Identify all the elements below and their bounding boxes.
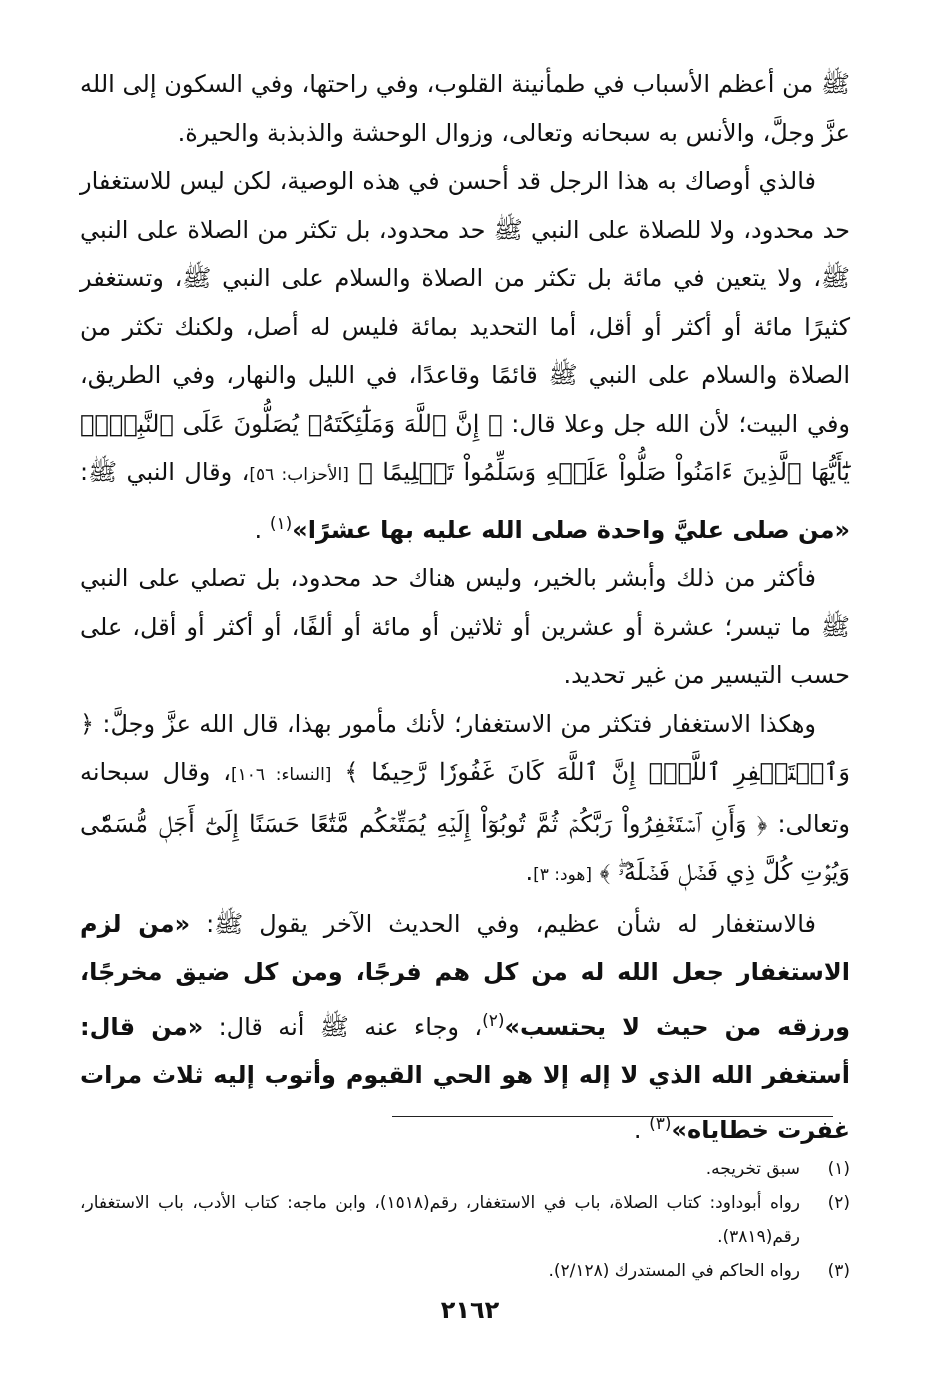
- paragraph-1-text: ﷺ من أعظم الأسباب في طمأنينة القلوب، وفي راحتها، وفي السكون إلى الله عزَّ وجلَّ، والأنس به سبحانه وتعالى، وزوال الوحشة والذبذبة والحيرة.: [80, 70, 850, 147]
- footnote-ref-2: (٢): [482, 1010, 505, 1031]
- footnote-text: رواه الحاكم في المستدرك (٢/١٢٨).: [548, 1261, 800, 1281]
- footnote-1: [80, 1152, 850, 1186]
- quran-verse-hud: ﴿ وَأَنِ ٱسۡتَغۡفِرُواْ رَبَّكُمۡ ثُمَّ تُوبُوٓاْ إِلَيۡهِ يُمَتِّعۡكُم مَّتَٰعًا حَسَنًا إِلَىٰٓ أَجَلٖ مُّسَمّٗى وَيُؤۡتِ كُلَّ ذِي فَضۡلٖ فَضۡلَهُۥۖ ﴾: [80, 809, 850, 886]
- paragraph-2-end: .: [254, 515, 263, 544]
- footnote-number: (٣): [827, 1261, 850, 1281]
- footnotes: [80, 1152, 850, 1288]
- footnote-2: [80, 1186, 850, 1254]
- paragraph-3: [80, 554, 850, 700]
- verse-citation-nisa: [النساء: ١٠٦]: [231, 765, 332, 785]
- hadith-quote-2: «من لزم الاستغفار جعل الله له من كل هم فرجًا، ومن كل ضيق مخرجًا، ورزقه من حيث لا يحتسب»: [80, 909, 850, 1041]
- paragraph-1: [80, 60, 850, 157]
- paragraph-5-end: .: [633, 1115, 642, 1144]
- paragraph-5-text: فالاستغفار له شأن عظيم، وفي الحديث الآخر يقول ﷺ:: [206, 909, 816, 938]
- footnote-number: (١): [827, 1159, 850, 1179]
- footnote-text: سبق تخريجه.: [705, 1159, 800, 1179]
- paragraph-2: [80, 157, 850, 554]
- paragraph-4: [80, 700, 850, 900]
- paragraph-4-end: .: [525, 858, 534, 886]
- footnote-3: [80, 1254, 850, 1288]
- paragraph-2-text: فالذي أوصاك به هذا الرجل قد أحسن في هذه الوصية، لكن ليس للاستغفار حد محدود، ولا للصلاة على النبي ﷺ حد محدود، بل تكثر من الصلاة على النبي ﷺ، ولا يتعين في مائة بل تكثر من الصلاة والسلام على النبي ﷺ، وتستغفر كثيرًا مائة أو أكثر أو أقل، أما التحديد بمائة فليس له أصل، ولكنك تكثر من الصلاة والسلام على النبي ﷺ قائمًا وقاعدًا، في الليل والنهار، وفي الطريق، وفي البيت؛ لأن الله جل وعلا قال:: [80, 167, 851, 438]
- page-number: ٢١٦٢: [440, 1296, 500, 1324]
- quran-verse-nisa: ﴿ وَٱسۡتَغۡفِرِ ٱللَّهَۖ إِنَّ ٱللَّهَ كَانَ غَفُورٗا رَّحِيمٗا ﴾: [80, 709, 850, 786]
- main-text: [80, 60, 850, 1154]
- footnote-ref-1: (١): [269, 513, 293, 534]
- footnote-text: رواه أبوداود: كتاب الصلاة، باب في الاستغفار، رقم(١٥١٨)، وابن ماجه: كتاب الأدب، باب الاستغفار، رقم(٣٨١٩).: [80, 1193, 801, 1247]
- paragraph-4-text-b: ، وقال سبحانه وتعالى:: [80, 758, 850, 838]
- verse-citation-ahzab: [الأحزاب: ٥٦]: [249, 465, 349, 485]
- footnote-number: (٢): [827, 1193, 850, 1213]
- paragraph-2-text-b: ، وقال النبي ﷺ:: [80, 458, 250, 486]
- footnote-ref-3: (٣): [649, 1113, 672, 1134]
- hadith-quote-3: «من قال: أستغفر الله الذي لا إله إلا هو الحي القيوم وأتوب إليه ثلاث مرات غفرت خطاياه»: [80, 1012, 850, 1144]
- paragraph-3-text: فأكثر من ذلك وأبشر بالخير، وليس هناك حد محدود، بل تصلي على النبي ﷺ ما تيسر؛ عشرة أو عشرين أو ثلاثين أو مائة أو ألفًا، أو أكثر أو أقل، على حسب التيسير من غير تحديد.: [80, 564, 850, 689]
- paragraph-5-text-b: ، وجاء عنه ﷺ أنه قال:: [218, 1012, 483, 1041]
- hadith-quote-1: «من صلى عليَّ واحدة صلى الله عليه بها عشرًا»: [292, 515, 850, 544]
- footnote-divider: [392, 1116, 833, 1117]
- verse-citation-hud: [هود: ٣]: [533, 865, 592, 885]
- paragraph-4-text: وهكذا الاستغفار فتكثر من الاستغفار؛ لأنك مأمور بهذا، قال الله عزَّ وجلَّ:: [102, 709, 816, 738]
- quran-verse-ahzab: ﴿ إِنَّ ٱللَّهَ وَمَلَٰٓئِكَتَهُۥ يُصَلُّونَ عَلَى ٱلنَّبِيِّۚ يَٰٓأَيُّهَا ٱلَّذِينَ ءَامَنُواْ صَلُّواْ عَلَيۡهِ وَسَلِّمُواْ تَسۡلِيمًا ﴾: [80, 409, 850, 486]
